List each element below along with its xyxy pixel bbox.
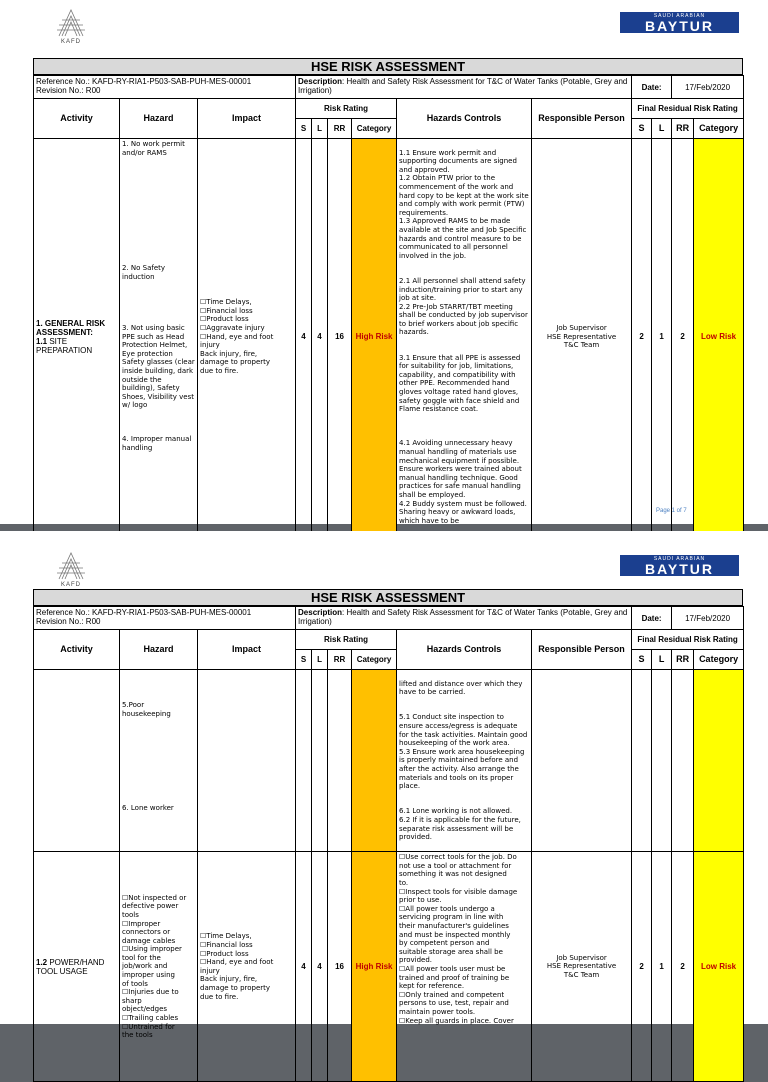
- col-impact: Impact: [198, 630, 296, 670]
- description-cell: Description: Health and Safety Risk Assessment for T&C of Water Tanks (Potable, Grey and Irrigation): [296, 76, 632, 99]
- severity-value: 4: [296, 139, 312, 536]
- col-responsible: Responsible Person: [532, 99, 632, 139]
- activity-cell: 1. GENERAL RISK ASSESSMENT: 1.1 SITE PREPARATION: [34, 139, 120, 536]
- col-category: Category: [352, 650, 397, 670]
- date-value: 17/Feb/2020: [672, 76, 744, 99]
- category-high-risk: High Risk: [352, 852, 397, 1082]
- responsible-cell: Job Supervisor HSE Representative T&C Team: [532, 139, 632, 536]
- final-likelihood-value: 1: [652, 852, 672, 1082]
- impact-cell: [198, 670, 296, 852]
- col-risk-rating: Risk Rating: [296, 630, 397, 650]
- baytur-logo: SAUDI ARABIAN BAYTUR: [620, 12, 739, 33]
- controls-cell: 1.1 Ensure work permit and supporting documents are signed and approved. 1.2 Obtain PTW prior to the commencement of the work and hard copy to be kept at the work site and comply with work permit (PTW) requirements. 1.3 Approved RAMS to be made available at the site and Job Specific hazards and control measure to be communicated to all personnel involved in the job. 2.1 All personnel shall attend safety induction/training prior to start any job at site. 2.2 Pre-Job STARRT/TBT meeting shall be conducted by job supervisor to brief workers about job specific hazards. 3.1 Ensure that all PPE is assessed for suitability for job, limitations, capability, and compatibility with other PPE. Recommended hand gloves voltage rated hand gloves, safety goggle with face shield and Flame resistance coat. 4.1 Avoiding unnecessary heavy manual handling of materials use mechanical equipment if possible. Ensure workers were trained about manual handling technique. Good practices for safe manual handling shall be employed. 4.2 Buddy system must be followed. Sharing heavy or awkward loads, which have to be: [397, 139, 532, 536]
- col-risk-rating: Risk Rating: [296, 99, 397, 119]
- final-category-low-risk: Low Risk: [694, 852, 744, 1082]
- date-value: 17/Feb/2020: [672, 607, 744, 630]
- col-s: S: [296, 119, 312, 139]
- controls-cell: ☐Use correct tools for the job. Do not use a tool or attachment for something it was not designed to. ☐Inspect tools for visible damage prior to use. ☐All power tools undergo a servicing program in line with their manufacturer's guidelines and must be inspected monthly by competent person and suitable storage area shall be provided. ☐All power tools user must be trained and proof of training be kept for reference. ☐Only trained and competent persons to use, test, repair and maintain power tools. ☐Keep all guards in place. Cover: [397, 852, 532, 1082]
- likelihood-value: 4: [312, 139, 328, 536]
- col-final-rr: RR: [672, 650, 694, 670]
- col-final-s: S: [632, 119, 652, 139]
- col-impact: Impact: [198, 99, 296, 139]
- hazard-cell: 1. No work permit and/or RAMS 2. No Safety induction 3. Not using basic PPE such as Head Protection Helmet, Eye protection Safety glasses (clear inside building, dark outside the building), Safety Shoes, Visibility vest w/ logo 4. Improper manual handling: [120, 139, 198, 536]
- kafd-logo: KAFD: [54, 8, 88, 48]
- document-title: HSE RISK ASSESSMENT: [33, 58, 743, 75]
- col-final-residual: Final Residual Risk Rating: [632, 99, 744, 119]
- col-l: L: [312, 119, 328, 139]
- likelihood-value: 4: [312, 852, 328, 1082]
- document-title: HSE RISK ASSESSMENT: [33, 589, 743, 606]
- kafd-logo: KAFD: [54, 551, 88, 591]
- document-page-2: [0, 531, 768, 1040]
- reference-cell: Reference No.: KAFD-RY-RIA1-P503-SAB-PUH-MES-00001 Revision No.: R00: [34, 76, 296, 99]
- col-activity: Activity: [34, 630, 120, 670]
- col-hazards-controls: Hazards Controls: [397, 630, 532, 670]
- col-l: L: [312, 650, 328, 670]
- final-category-low-risk: [694, 670, 744, 852]
- page-number: Page 1 of 7: [656, 508, 687, 514]
- col-s: S: [296, 650, 312, 670]
- controls-cell: lifted and distance over which they have to be carried. 5.1 Conduct site inspection to ensure access/egress is adequate for the task activities. Maintain good housekeeping of the work area. 5.3 Ensure work area housekeeping is properly maintained before and after the activity. Also arrange the materials and tools on its proper place. 6.1 Lone working is not allowed. 6.2 If it is applicable for the future, separate risk assessment will be provided.: [397, 670, 532, 852]
- activity-cell: 1.2 POWER/HAND TOOL USAGE: [34, 852, 120, 1082]
- col-final-s: S: [632, 650, 652, 670]
- final-severity-value: 2: [632, 139, 652, 536]
- hazard-cell: 5.Poor housekeeping 6. Lone worker: [120, 670, 198, 852]
- document-page-1: [0, 0, 768, 524]
- col-final-l: L: [652, 119, 672, 139]
- hazard-cell: ☐Not inspected or defective power tools ☐Improper connectors or damage cables ☐Using improper tool for the job/work and improper using of tools ☐Injuries due to sharp object/edges ☐Trailing cables ☐Untrained for the tools: [120, 852, 198, 1082]
- col-final-category: Category: [694, 119, 744, 139]
- col-final-category: Category: [694, 650, 744, 670]
- activity-cell: [34, 670, 120, 852]
- description-cell: Description: Health and Safety Risk Assessment for T&C of Water Tanks (Potable, Grey and Irrigation): [296, 607, 632, 630]
- col-hazard: Hazard: [120, 630, 198, 670]
- col-final-l: L: [652, 650, 672, 670]
- risk-table-page-2: [33, 606, 744, 1082]
- risk-table-page-1: [33, 75, 744, 536]
- final-risk-rating-value: 2: [672, 139, 694, 536]
- col-responsible: Responsible Person: [532, 630, 632, 670]
- col-final-rr: RR: [672, 119, 694, 139]
- severity-value: 4: [296, 852, 312, 1082]
- final-risk-rating-value: 2: [672, 852, 694, 1082]
- baytur-logo: SAUDI ARABIAN BAYTUR: [620, 555, 739, 576]
- table-row: [34, 670, 744, 852]
- col-hazards-controls: Hazards Controls: [397, 99, 532, 139]
- col-hazard: Hazard: [120, 99, 198, 139]
- category-high-risk: High Risk: [352, 139, 397, 536]
- responsible-cell: Job Supervisor HSE Representative T&C Team: [532, 852, 632, 1082]
- final-severity-value: 2: [632, 852, 652, 1082]
- final-category-low-risk: Low Risk: [694, 139, 744, 536]
- date-label: Date:: [632, 76, 672, 99]
- col-rr: RR: [328, 650, 352, 670]
- risk-rating-value: 16: [328, 139, 352, 536]
- table-row: [34, 852, 744, 1082]
- impact-cell: ☐Time Delays, ☐Financial loss ☐Product loss ☐Hand, eye and foot injury Back injury, fire, damage to property due to fire.: [198, 852, 296, 1082]
- category-high-risk: [352, 670, 397, 852]
- reference-cell: Reference No.: KAFD-RY-RIA1-P503-SAB-PUH-MES-00001 Revision No.: R00: [34, 607, 296, 630]
- risk-rating-value: 16: [328, 852, 352, 1082]
- responsible-cell: [532, 670, 632, 852]
- col-rr: RR: [328, 119, 352, 139]
- table-row: [34, 139, 744, 536]
- col-activity: Activity: [34, 99, 120, 139]
- date-label: Date:: [632, 607, 672, 630]
- impact-cell: ☐Time Delays, ☐Financial loss ☐Product loss ☐Aggravate injury ☐Hand, eye and foot injury Back injury, fire, damage to property due to fire.: [198, 139, 296, 536]
- final-likelihood-value: 1: [652, 139, 672, 536]
- col-category: Category: [352, 119, 397, 139]
- col-final-residual: Final Residual Risk Rating: [632, 630, 744, 650]
